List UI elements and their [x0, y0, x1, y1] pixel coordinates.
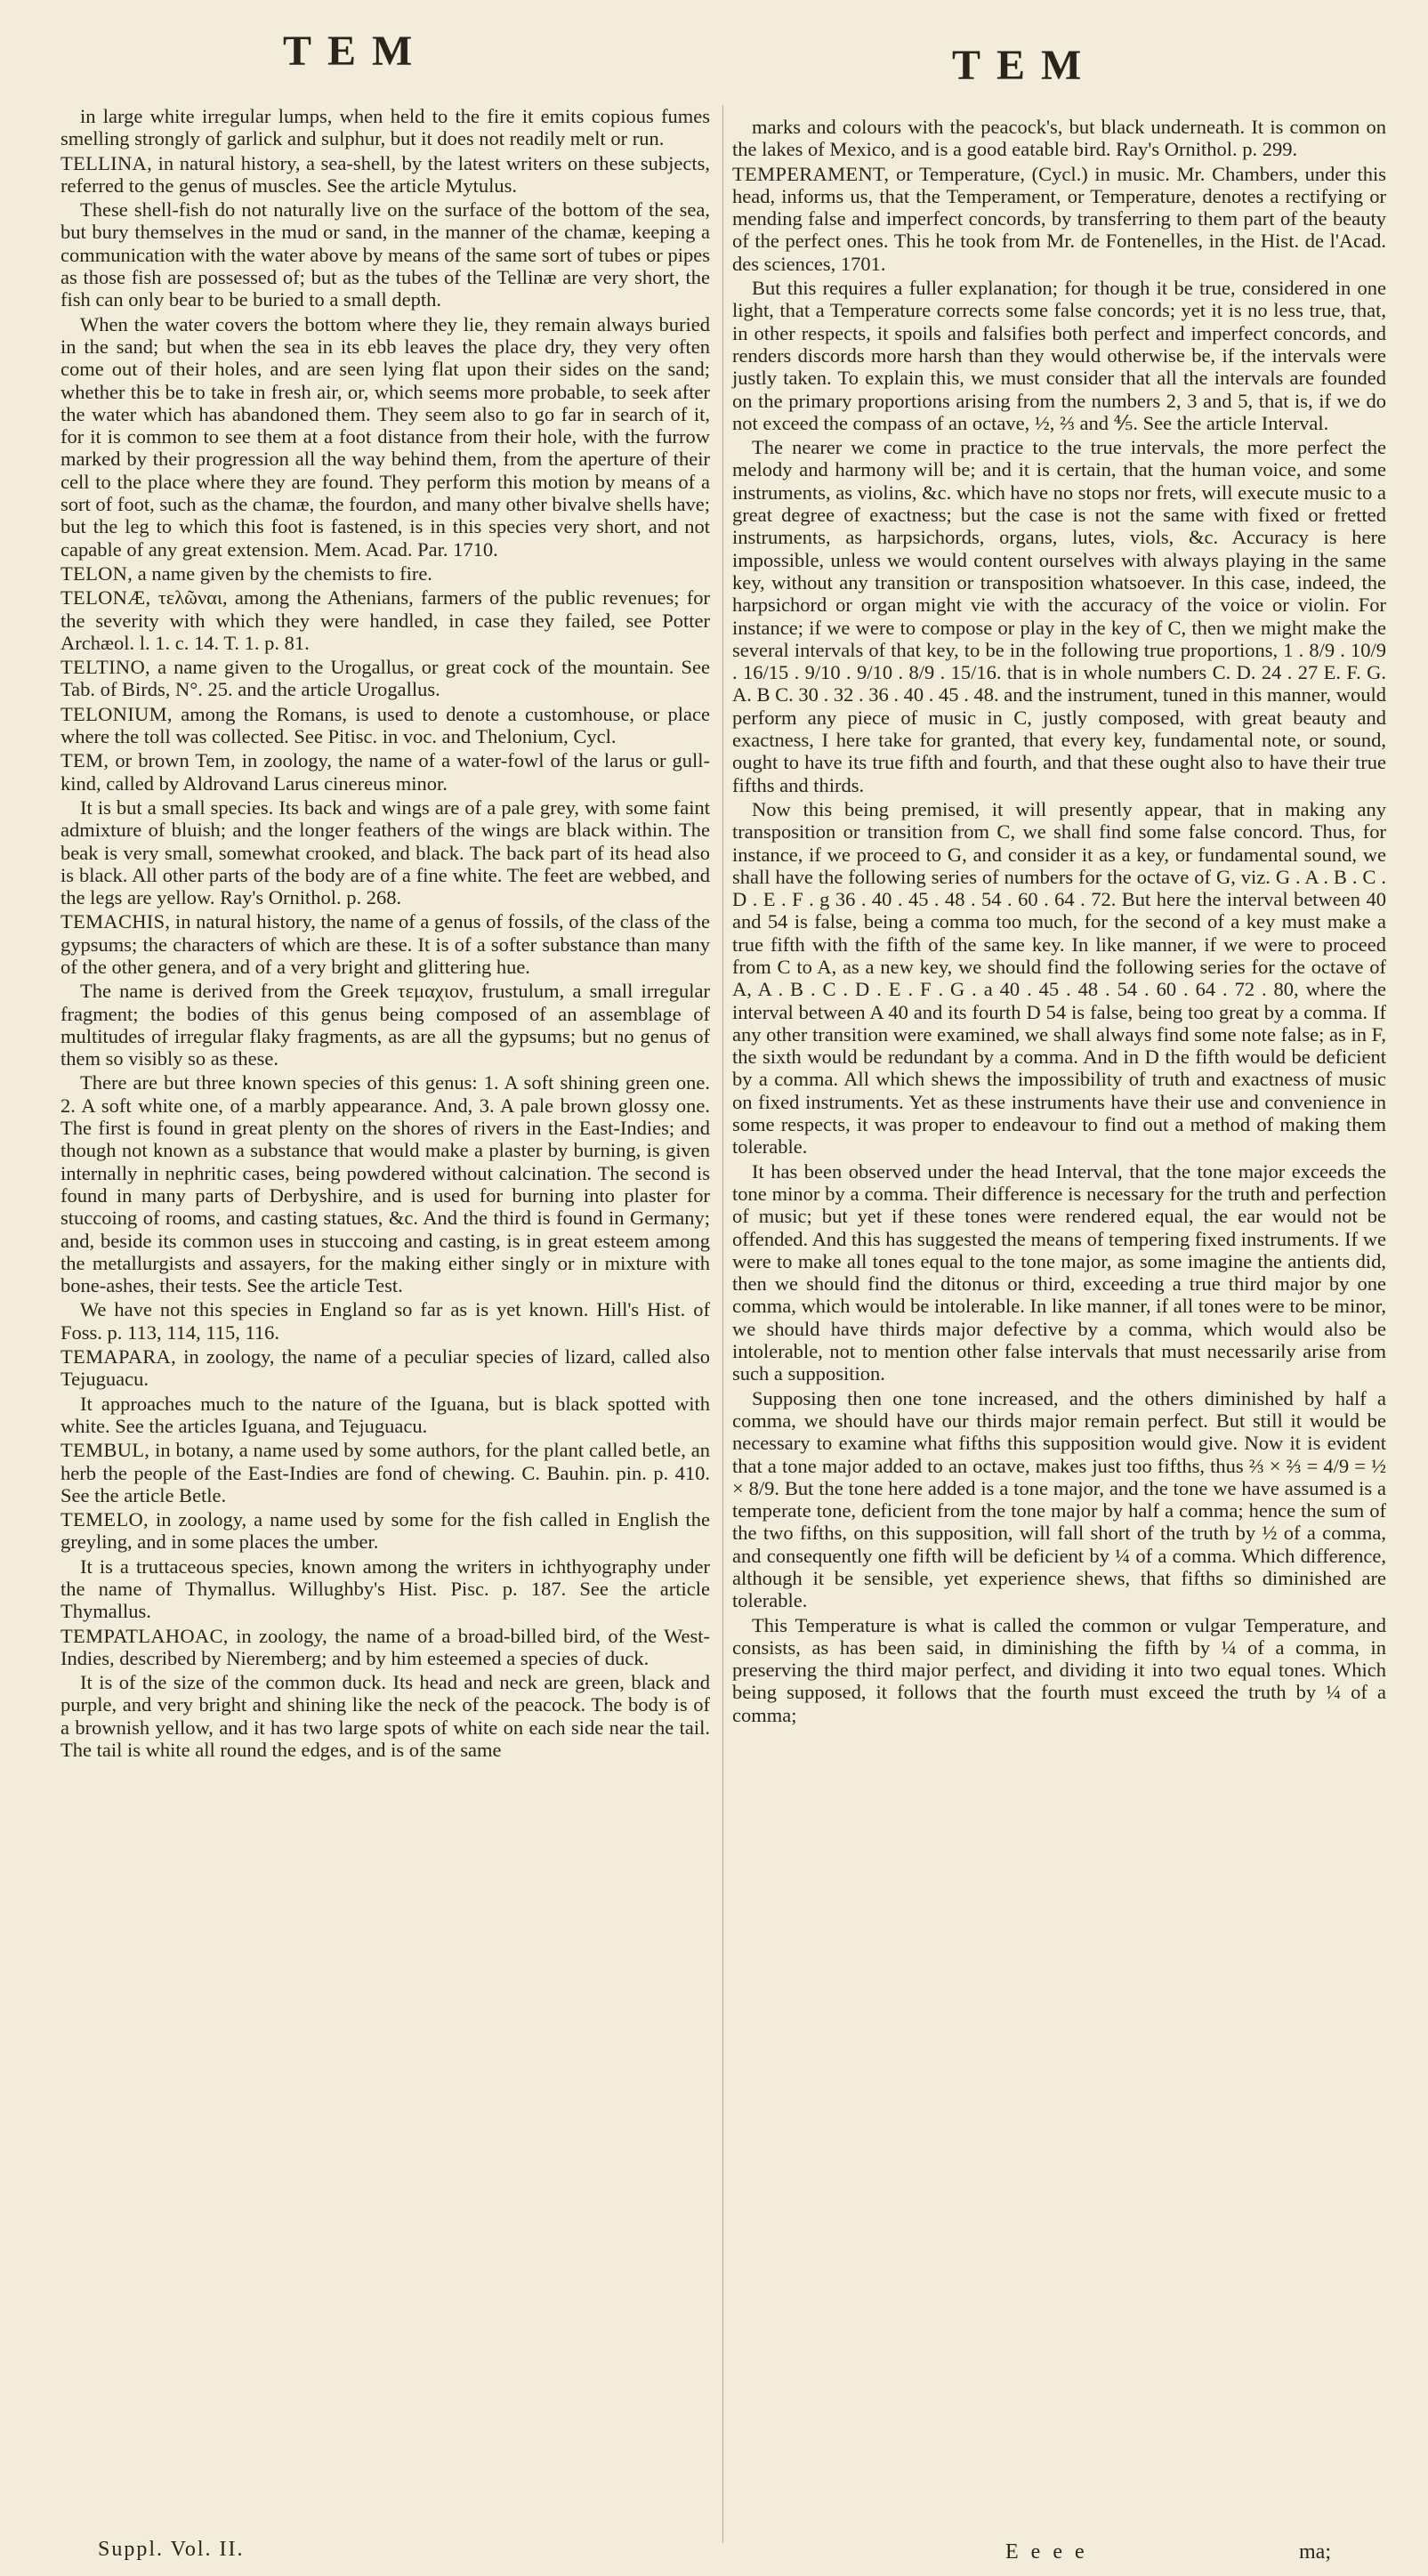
entry-text: Supposing then one tone increased, and the others diminished by half a comma, we should have our thirds major remain perfect. But still it would be necessary to examine what fifths this supposition would give. Now it is evident that a tone major added to an octave, makes just too fifths, thus ⅔ × ⅔ = 4/9 = ½ × 8/9. But the tone here added is a tone major, and the tone we have assumed is a temperate tone, deficient from the tone major by half a comma; hence the sum of the two fifths, on this supposition, will fall short of the truth by ½ of a comma, and consequently one fifth will be deficient by ¼ of a comma. Which difference, although it be sensible, yet experience shews, that fifths so diminished are tolerable.: [732, 1386, 1386, 1612]
entry-text: in zoology, the name of a broad-billed bird, of the West-Indies, described by Nieremberg; and by him esteemed a species of duck.: [61, 1624, 711, 1669]
entry-headword: TELTINO,: [61, 656, 150, 679]
dictionary-entry: [61, 1625, 710, 1670]
entry-text: The nearer we come in practice to the true intervals, the more perfect the melody and harmony will be; and it is certain, that the human voice, and some instruments, as violins, &c. which have no stops nor frets, will execute music to a great degree of exactness; but the case is not the same with fixed or fretted instruments, as harpsichords, organs, lutes, viols, &c. Accuracy is here impossible, unless we would content ourselves with always playing in the same key, without any transition or transposition whatsoever. In this case, indeed, the harpsichord or organ might vie with the accuracy of the voice or violin. For instance; if we were to compose or play in the key of C, then we might make the several intervals of that key, to be in the following true proportions, 1 . 8/9 . 10/9 . 16/15 . 9/10 . 9/10 . 8/9 . 15/16. that is in whole numbers C. D. 24 . 27 E. F. G. A. B C. 30 . 32 . 36 . 40 . 45 . 48. and the instrument, tuned in this manner, would perform any piece of music in C, justly composed, with great beauty and exactness, I here take for granted, that every key, fundamental note, or sound, ought to have its true fifth and fourth, and that these ought also to have their true fifths and thirds.: [732, 436, 1386, 796]
dictionary-entry: [61, 703, 710, 748]
entry-paragraph: [61, 198, 710, 311]
dictionary-entry: [61, 1508, 710, 1554]
dictionary-entry: [61, 656, 710, 701]
entry-paragraph: [61, 313, 710, 561]
entry-text: There are but three known species of this genus: 1. A soft shining green one. 2. A soft white one, of a marbly appearance. And, 3. A pale brown glossy one. The first is found in great plenty on the shores of rivers in the East-Indies; and though not known as a substance that would make a plaster by burning, is given internally in nephritic cases, being powdered without calcination. The second is found in many parts of Derbyshire, and is used for burning into plaster for stuccoing of rooms, and casting statues, &c. And the third is found in Germany; and, beside its common uses in stuccoing and casting, is in great esteem among the metallurgists and assayers, for the making either singly or in mixture with bone-ashes, their tests. See the article Test.: [61, 1071, 710, 1297]
left-column: [61, 105, 710, 1763]
entry-paragraph: [61, 796, 710, 908]
entry-text: It is a truttaceous species, known among the writers in ichthyography under the name of Thymallus. Willughby's Hist. Pisc. p. 187. See the article Thymallus.: [61, 1554, 710, 1623]
entry-paragraph: [732, 1387, 1386, 1612]
entry-headword: TEMAPARA,: [61, 1345, 177, 1369]
running-head-left: TEM: [283, 28, 429, 75]
entry-paragraph: [61, 1298, 710, 1344]
entry-text: a name given to the Urogallus, or great cock of the mountain. See Tab. of Birds, N°. 25. and the article Urogallus.: [61, 656, 710, 701]
entry-paragraph: [61, 1555, 710, 1623]
dictionary-entry: [61, 586, 710, 654]
dictionary-entry: [732, 163, 1386, 275]
entry-headword: TEMPATLAHOAC,: [61, 1624, 229, 1647]
entry-paragraph: [61, 1671, 710, 1761]
signature-mark: E e e e: [1005, 2540, 1088, 2564]
entry-text: among the Romans, is used to denote a customhouse, or place where the toll was collected. See Pitisc. in voc. and Thelonium, Cycl.: [61, 702, 710, 748]
entry-headword: TEMPERAMENT,: [732, 162, 890, 185]
dictionary-entry: [61, 562, 710, 585]
entry-paragraph: [732, 436, 1386, 796]
entry-text: or Temperature, (Cycl.) in music. Mr. Chambers, under this head, informs us, that the Temperament, or Temperature, denotes a rectifying or mending false and imperfect concords, by transferring to them part of the beauty of the perfect ones. This he took from Mr. de Fontenelles, in the Hist. de l'Acad. des sciences, 1701.: [732, 162, 1386, 275]
entry-paragraph: [732, 1160, 1386, 1385]
entry-text: It has been observed under the head Interval, that the tone major exceeds the tone minor by a comma. Their difference is necessary for the truth and perfection of music; but yet if these tones were rendered equal, the ear would not be offended. And this has suggested the means of tempering fixed instruments. If we were to make all tones equal to the tone major, as some imagine the antients did, then we should find the ditonus or third, exceeding a true third major by one comma, which would be intolerable. In like manner, if all tones were to be minor, we should have thirds major defective by a comma, which would also be intolerable, not to mention other false intervals that must necessarily arise from such a supposition.: [732, 1159, 1386, 1385]
entry-text: It is but a small species. Its back and wings are of a pale grey, with some faint admixture of bluish; and the longer feathers of the wings are black within. The beak is very small, somewhat crooked, and black. The back part of its head also is black. All other parts of the body are of a fine white. The feet are webbed, and the legs are yellow. Ray's Ornithol. p. 268.: [61, 795, 710, 909]
entry-headword: TEMACHIS,: [61, 910, 171, 933]
entry-headword: TELONÆ,: [61, 586, 151, 610]
entry-headword: TEMELO,: [61, 1508, 149, 1531]
entry-text: We have not this species in England so far as is yet known. Hill's Hist. of Foss. p. 113, 114, 115, 116.: [61, 1298, 710, 1344]
entry-text: in large white irregular lumps, when held to the fire it emits copious fumes smelling strongly of garlick and sulphur, but it does not readily melt or run.: [61, 105, 710, 150]
entry-headword: TELON,: [61, 561, 133, 585]
entry-paragraph: [732, 116, 1386, 161]
entry-text: It is of the size of the common duck. Its head and neck are green, black and purple, and very bright and shining like the neck of the peacock. The body is of a brownish yellow, and it has two large spots of white on each side near the tail. The tail is white all round the edges, and is of the same: [61, 1671, 710, 1762]
dictionary-entry: [61, 1345, 710, 1391]
entry-text: in botany, a name used by some authors, for the plant called betle, an herb the people of the East-Indies are fond of chewing. C. Bauhin. pin. p. 410. See the article Betle.: [61, 1439, 710, 1506]
entry-text: It approaches much to the nature of the Iguana, but is black spotted with white. See the articles Iguana, and Tejuguacu.: [61, 1392, 710, 1437]
entry-text: But this requires a fuller explanation; for though it be true, considered in one light, that a Temperature corrects some false concords; yet it is no less true, that, in other respects, it spoils and falsifies both perfect and imperfect concords, and renders discords more harsh than they would otherwise be, if the intervals were justly taken. To explain this, we must consider that all the intervals are founded on the primary proportions arising from the numbers 2, 3 and 5, that is, if we do not exceed the compass of an octave, ½, ⅔ and ⅘. See the article Interval.: [732, 277, 1386, 434]
entry-text: The name is derived from the Greek τεμαχιον, frustulum, a small irregular fragment; the bodies of this genus being composed of an assemblage of multitudes of irregular flaky fragments, as are all the gypsums; but no genus of them so visibly so as these.: [61, 980, 710, 1070]
entry-text: These shell-fish do not naturally live on the surface of the bottom of the sea, but bury themselves in the mud or sand, in the manner of the chamæ, keeping a communication with the water above by means of the same sort of tubes or pipes as those fish are possessed of; but as the tubes of the Tellinæ are very short, the fish can only bear to be buried to a small depth.: [61, 198, 710, 311]
entry-text: or brown Tem, in zoology, the name of a water-fowl of the larus or gull-kind, called by Aldrovand Larus cinereus minor.: [61, 749, 711, 795]
entry-paragraph: [61, 1071, 710, 1296]
entry-text: marks and colours with the peacock's, but black underneath. It is common on the lakes of Mexico, and is a good eatable bird. Ray's Ornithol. p. 299.: [732, 116, 1386, 161]
entry-text: in zoology, the name of a peculiar species of lizard, called also Tejuguacu.: [61, 1345, 711, 1391]
entry-text: Now this being premised, it will presently appear, that in making any transposition or transition from C, we shall find some false concord. Thus, for instance, if we proceed to G, and consider it as a key, or fundamental sound, we shall have the following series of numbers for the octave of G, viz. G . A . B . C . D . E . F . g 36 . 40 . 45 . 48 . 54 . 60 . 64 . 72. But here the interval between 40 and 54 is false, being a comma too much, for the second of a key must make a true fifth with the fifth of the same key. In like manner, if we were to proceed from C to A, as a new key, we should find the following series for the octave of A, A . B . C . D . E . F . G . a 40 . 45 . 48 . 54 . 60 . 64 . 72 . 80, where the interval between A 40 and its fourth D 54 is false, being too great by a comma. If any other transition were examined, we shall always find some note false; as in F, the sixth would be redundant by a comma. And in D the fifth would be deficient by a comma. All which shews the impossibility of truth and exactness of music on fixed instruments. Yet as these instruments have their use and convenience in some respects, it was proper to endeavour to find out a method of making them tolerable.: [732, 797, 1386, 1159]
entry-headword: TEMBUL,: [61, 1439, 150, 1462]
entry-headword: TELONIUM,: [61, 702, 173, 725]
entry-paragraph: [732, 277, 1386, 434]
entry-text: This Temperature is what is called the common or vulgar Temperature, and consists, as has been said, in diminishing the fifth by ¼ of a comma, in preserving the third major perfect, and dividing it into two equal tones. Which being supposed, it follows that the fourth must exceed the truth by ¼ of a comma;: [732, 1613, 1386, 1726]
column-divider: [722, 105, 723, 2543]
entry-paragraph: [732, 798, 1386, 1159]
volume-footer: Suppl. Vol. II.: [98, 2538, 245, 2561]
entry-text: When the water covers the bottom where they lie, they remain always buried in the sand; but when the sea in its ebb leaves the place dry, they very often come out of their holes, and are seen lying flat upon their sides on the sand; whether this be to take in fresh air, or, which seems more probable, to seek after the water which has abandoned them. They seem also to go far in search of it, for it is common to see them at a foot distance from their hole, with the furrow marked by their progression all the way behind them, from the aperture of their cell to the place where they are found. They perform this motion by means of a sort of foot, such as the chamæ, the fourdon, and many other bivalve shells have; but the leg to which this foot is fastened, is in this species very short, and not capable of any great extension. Mem. Acad. Par. 1710.: [61, 312, 710, 561]
entry-text: in zoology, a name used by some for the fish called in English the greyling, and in some places the umber.: [61, 1508, 710, 1554]
entry-headword: TELLINA,: [61, 151, 152, 174]
dictionary-entry: [61, 152, 710, 198]
entry-text: in natural history, the name of a genus of fossils, of the class of the gypsums; the characters of which are these. It is of a softer substance than many of the other genera, and of a very bright and glittering hue.: [61, 910, 710, 978]
running-head-right: TEM: [952, 42, 1098, 89]
entry-headword: TEM,: [61, 749, 109, 772]
dictionary-entry: [61, 910, 710, 978]
dictionary-entry: [61, 1439, 710, 1506]
entry-paragraph: [61, 980, 710, 1070]
dictionary-entry: [61, 749, 710, 795]
entry-text: in natural history, a sea-shell, by the latest writers on these subjects, referred to the genus of muscles. See the article Mytulus.: [61, 151, 710, 197]
entry-paragraph: [61, 105, 710, 150]
entry-paragraph: [732, 1614, 1386, 1726]
entry-text: a name given by the chemists to fire.: [137, 561, 432, 585]
right-column: [732, 116, 1386, 1728]
catchword: ma;: [1299, 2540, 1331, 2564]
entry-text: τελῶναι, among the Athenians, farmers of the public revenues; for the severity with which they were handled, in case they failed, see Potter Archæol. l. 1. c. 14. T. 1. p. 81.: [61, 586, 711, 654]
entry-paragraph: [61, 1393, 710, 1438]
